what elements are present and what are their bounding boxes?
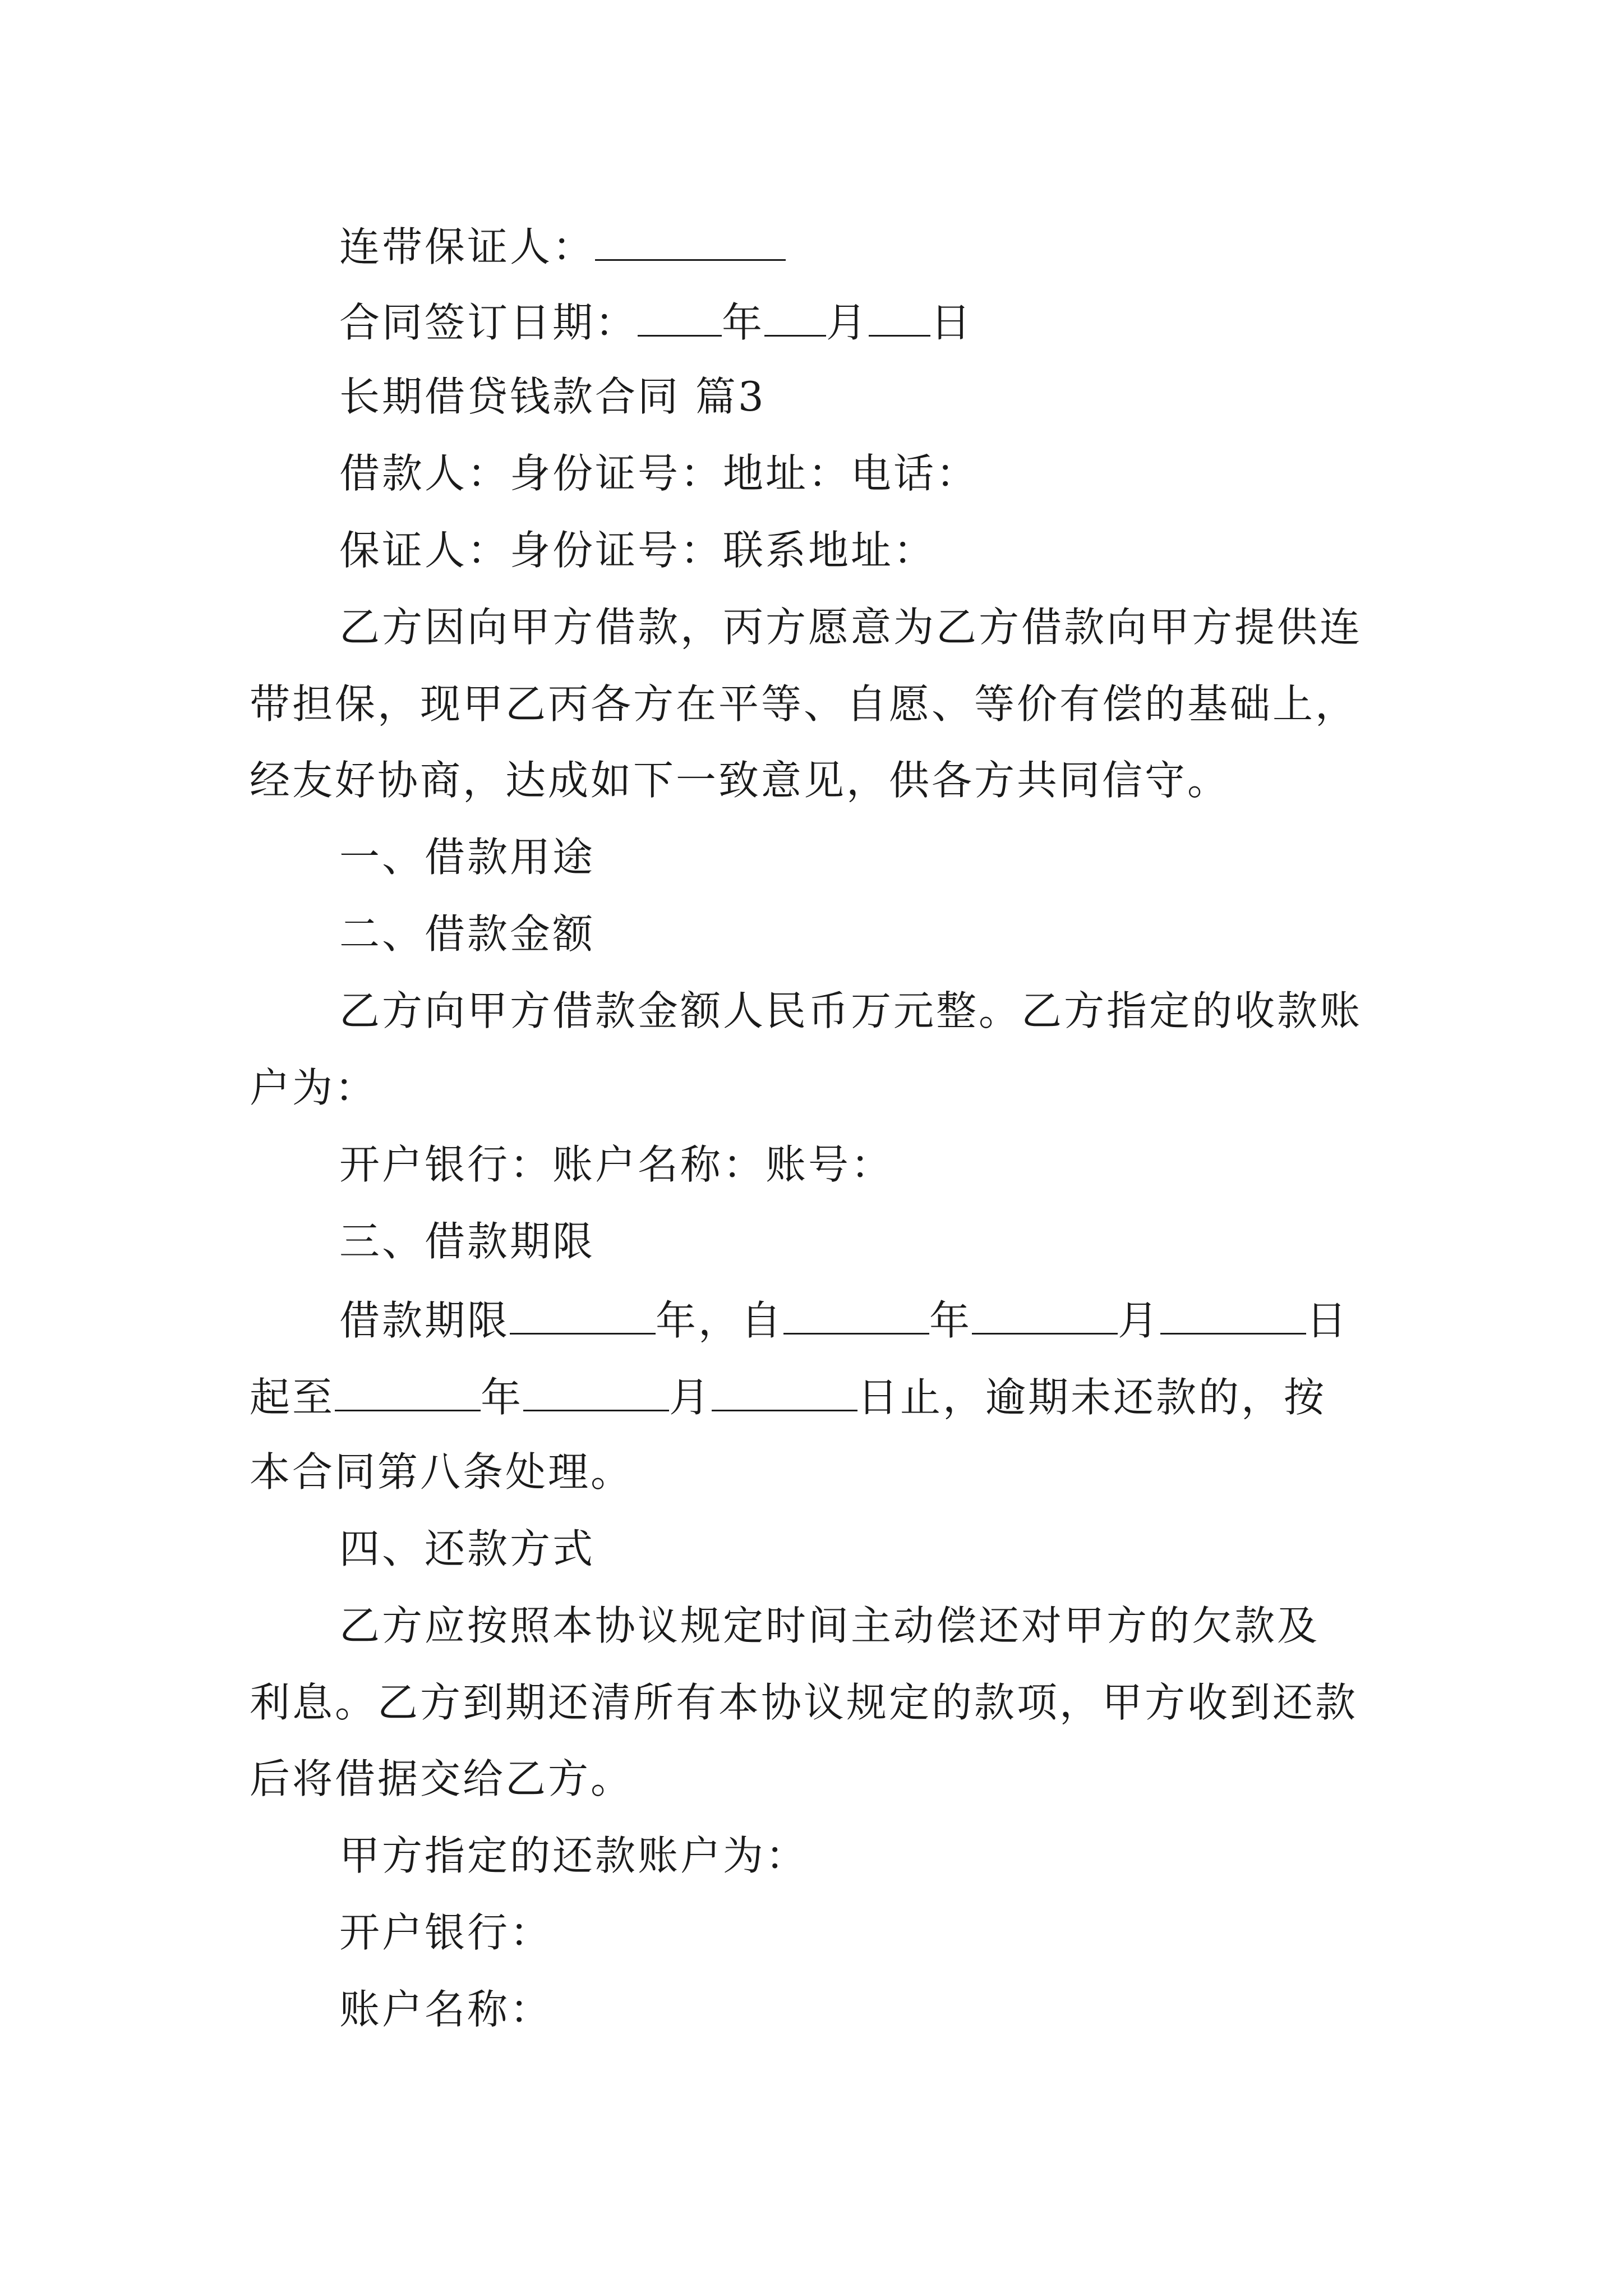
- sign-day-label: 日: [930, 299, 974, 346]
- clause-2-line-2: 户为：: [250, 1064, 378, 1111]
- sign-date-line: [339, 299, 974, 346]
- clause-2-bank-info: 开户银行：账户名称：账号：: [339, 1141, 894, 1188]
- sign-month-label: 月: [826, 299, 869, 346]
- guarantor-label: 连带保证人：: [339, 223, 596, 270]
- term-years-blank: [510, 1298, 656, 1335]
- clause-4-line-3: 后将借据交给乙方。: [250, 1755, 634, 1802]
- end-day-blank: [712, 1375, 857, 1411]
- repay-account-line: 甲方指定的还款账户为：: [339, 1832, 809, 1879]
- guarantor-line: [339, 223, 786, 270]
- intro-line-3: 经友好协商，达成如下一致意见，供各方共同信守。: [250, 757, 1230, 804]
- intro-line-1: 乙方因向甲方借款，丙方愿意为乙方借款向甲方提供连: [339, 604, 1363, 651]
- clause-2-title: 二、借款金额: [339, 910, 596, 958]
- clause-4-line-2: 利息。乙方到期还清所有本协议规定的款项，甲方收到还款: [250, 1679, 1358, 1726]
- repay-bank-line: 开户银行：: [339, 1909, 553, 1956]
- end-month-label: 月: [669, 1374, 712, 1421]
- term-from-label: 年，自: [656, 1297, 784, 1344]
- clause-3-line-3: 本合同第八条处理。: [250, 1448, 634, 1496]
- clause-4-line-1: 乙方应按照本协议规定时间主动偿还对甲方的欠款及: [339, 1602, 1320, 1649]
- term-label: 借款期限: [339, 1297, 510, 1344]
- start-day-label: 日: [1306, 1297, 1349, 1344]
- start-year-label: 年: [929, 1297, 972, 1344]
- clause-4-title: 四、还款方式: [339, 1525, 596, 1572]
- until-label: 起至: [250, 1374, 335, 1421]
- clause-3-line-1: [339, 1297, 1349, 1344]
- start-month-label: 月: [1118, 1297, 1161, 1344]
- end-year-label: 年: [481, 1374, 524, 1421]
- clause-3-title: 三、借款期限: [339, 1218, 596, 1265]
- sign-month-blank: [764, 300, 826, 337]
- sign-date-label: 合同签订日期：: [339, 299, 638, 346]
- sign-year-label: 年: [722, 299, 765, 346]
- sign-day-blank: [869, 300, 930, 337]
- start-year-blank: [783, 1298, 929, 1335]
- guarantor-blank: [595, 224, 786, 261]
- repay-account-name-line: 账户名称：: [339, 1986, 553, 2033]
- end-year-blank: [335, 1375, 481, 1411]
- end-day-label: 日止，逾期未还款的，按: [857, 1374, 1327, 1421]
- clause-3-line-2: [250, 1374, 1327, 1421]
- start-day-blank: [1160, 1298, 1306, 1335]
- section-title: 长期借贷钱款合同 篇3: [339, 373, 766, 420]
- sign-year-blank: [638, 300, 722, 337]
- clause-2-line-1: 乙方向甲方借款金额人民币万元整。乙方指定的收款账: [339, 987, 1363, 1034]
- end-month-blank: [523, 1375, 669, 1411]
- guarantor-info: 保证人：身份证号：联系地址：: [339, 527, 937, 574]
- intro-line-2: 带担保，现甲乙丙各方在平等、自愿、等价有偿的基础上，: [250, 680, 1358, 728]
- borrower-info: 借款人：身份证号：地址：电话：: [339, 450, 979, 497]
- clause-1-title: 一、借款用途: [339, 834, 596, 881]
- start-month-blank: [972, 1298, 1118, 1335]
